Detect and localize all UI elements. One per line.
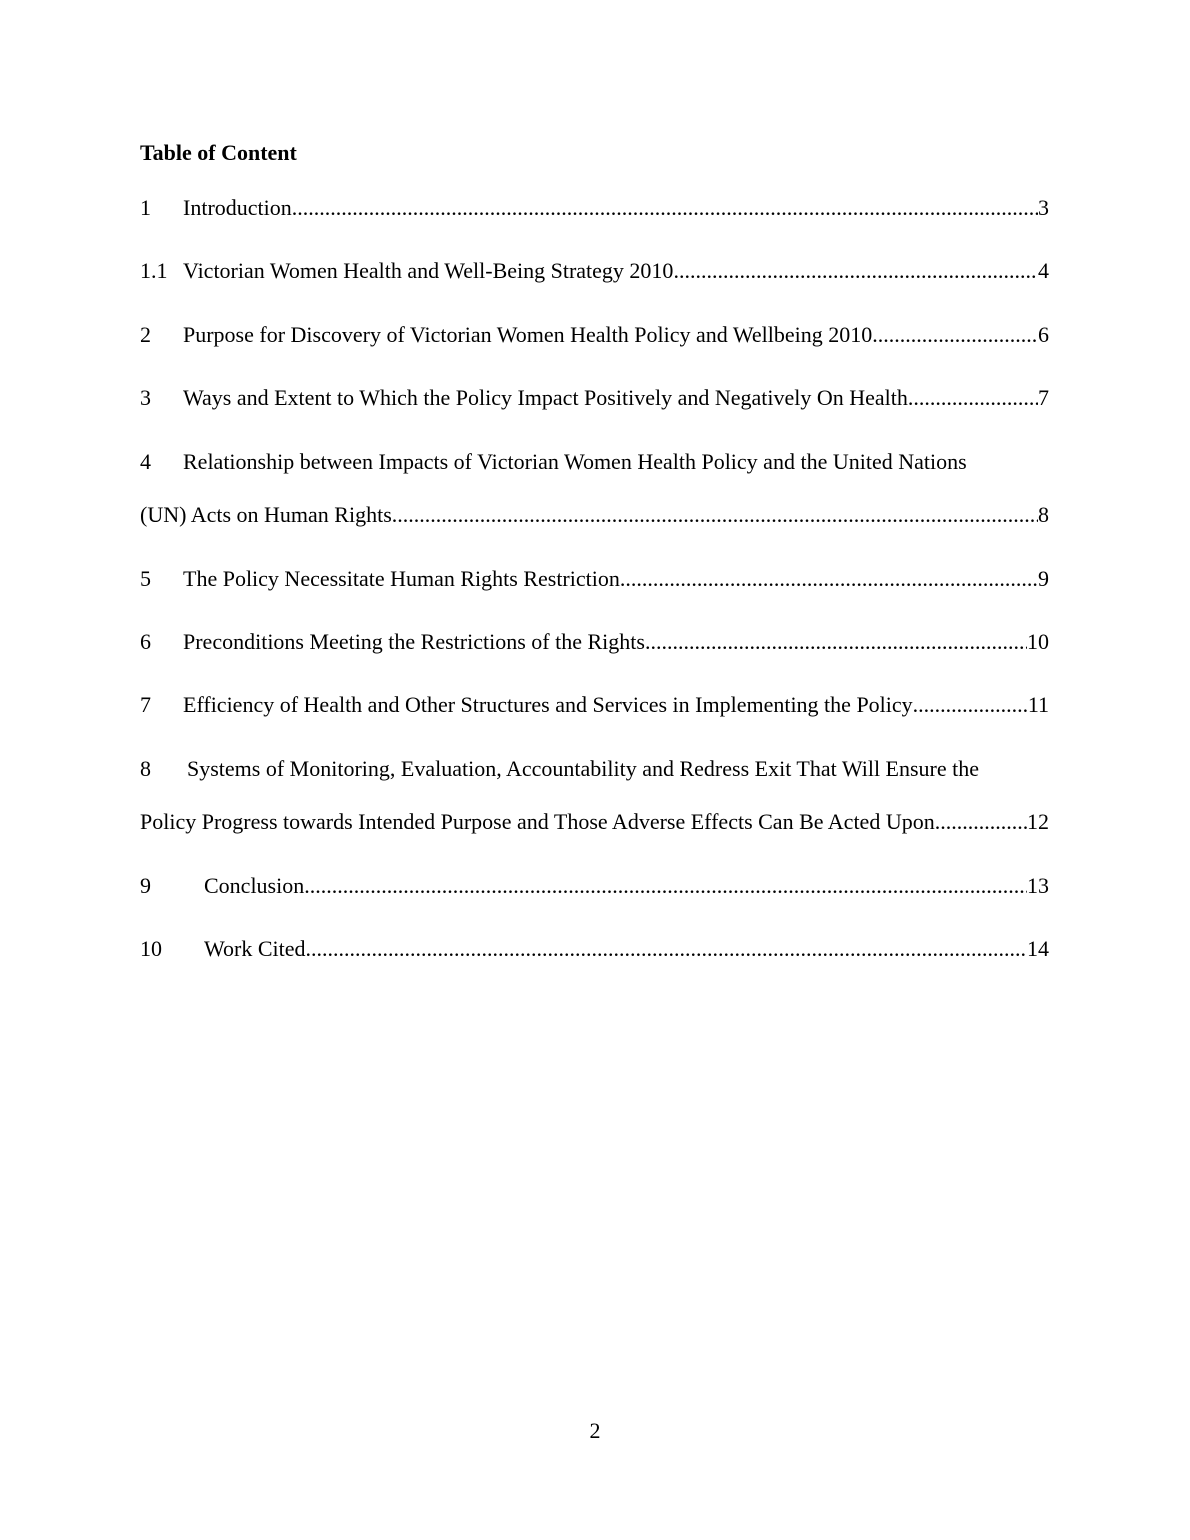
toc-entry-number: 4 (140, 449, 151, 474)
toc-leader-dots (304, 871, 1027, 901)
toc-entry-page: 11 (1027, 692, 1049, 717)
toc-leader-dots (292, 193, 1038, 223)
toc-entry-page: 10 (1027, 629, 1049, 654)
toc-entry-page: 14 (1027, 936, 1049, 961)
toc-entry-title: Purpose for Discovery of Victorian Women Health Policy and Wellbeing 2010 (183, 322, 873, 347)
toc-entry-systems-line2[interactable] (140, 807, 1049, 837)
toc-entry-policy-restriction[interactable] (140, 564, 1049, 594)
toc-leader-dots (913, 690, 1028, 720)
toc-entry-title: Systems of Monitoring, Evaluation, Accountability and Redress Exit That Will Ensure the (187, 756, 980, 781)
toc-entry-page: 4 (1038, 258, 1049, 283)
toc-entry-page: 13 (1027, 873, 1049, 898)
toc-entry-title: Conclusion (204, 873, 305, 898)
toc-entry-title-continued: (UN) Acts on Human Rights (140, 502, 392, 527)
toc-entry-title: Introduction (183, 195, 292, 220)
toc-entry-number: 8 (140, 756, 151, 781)
toc-entry-number: 9 (140, 873, 151, 898)
toc-leader-dots (673, 256, 1038, 286)
toc-heading: Table of Content (140, 140, 297, 165)
toc-entry-ways-and-extent[interactable] (140, 383, 1049, 413)
toc-entry-title: Victorian Women Health and Well-Being Strategy 2010 (183, 258, 674, 283)
toc-entry-title: Work Cited (204, 936, 306, 961)
toc-entry-number: 1 (140, 195, 151, 220)
toc-entry-page: 9 (1038, 566, 1049, 591)
toc-entry-conclusion[interactable] (140, 871, 1049, 901)
toc-entry-number: 5 (140, 566, 151, 591)
toc-leader-dots (620, 564, 1038, 594)
page-number: 2 (589, 1418, 601, 1443)
toc-entry-title: Relationship between Impacts of Victorian Women Health Policy and the United Nations (183, 449, 967, 474)
toc-entry-page: 6 (1038, 322, 1049, 347)
toc-entry-title-continued: Policy Progress towards Intended Purpose and Those Adverse Effects Can Be Acted Upon (140, 809, 935, 834)
toc-entry-page: 12 (1027, 809, 1049, 834)
toc-entry-number: 2 (140, 322, 151, 347)
toc-entry-page: 3 (1038, 195, 1049, 220)
toc-leader-dots (908, 383, 1038, 413)
toc-leader-dots (645, 627, 1027, 657)
toc-entry-title: The Policy Necessitate Human Rights Restriction (183, 566, 620, 591)
toc-entry-relationship-line2[interactable] (140, 500, 1049, 530)
toc-entry-systems-line1[interactable] (140, 754, 979, 784)
toc-entry-introduction[interactable] (140, 193, 1049, 223)
toc-entry-number: 7 (140, 692, 151, 717)
toc-entry-number: 1.1 (140, 258, 168, 283)
toc-entry-efficiency[interactable] (140, 690, 1049, 720)
toc-entry-page: 8 (1038, 502, 1049, 527)
toc-entry-page: 7 (1038, 385, 1049, 410)
toc-entry-relationship-line1[interactable] (140, 447, 967, 477)
toc-leader-dots (872, 320, 1038, 350)
toc-entry-title: Ways and Extent to Which the Policy Impact Positively and Negatively On Health (183, 385, 908, 410)
toc-entry-strategy-2010[interactable] (140, 256, 1049, 286)
toc-entry-work-cited[interactable] (140, 934, 1049, 964)
toc-entry-number: 3 (140, 385, 151, 410)
toc-entry-number: 6 (140, 629, 151, 654)
toc-leader-dots (935, 807, 1027, 837)
toc-entry-number: 10 (140, 936, 162, 961)
toc-entry-purpose[interactable] (140, 320, 1049, 350)
toc-entry-preconditions[interactable] (140, 627, 1049, 657)
toc-leader-dots (392, 500, 1038, 530)
toc-leader-dots (306, 934, 1028, 964)
toc-entry-title: Efficiency of Health and Other Structures and Services in Implementing the Policy (183, 692, 913, 717)
toc-entry-title: Preconditions Meeting the Restrictions of the Rights (183, 629, 645, 654)
